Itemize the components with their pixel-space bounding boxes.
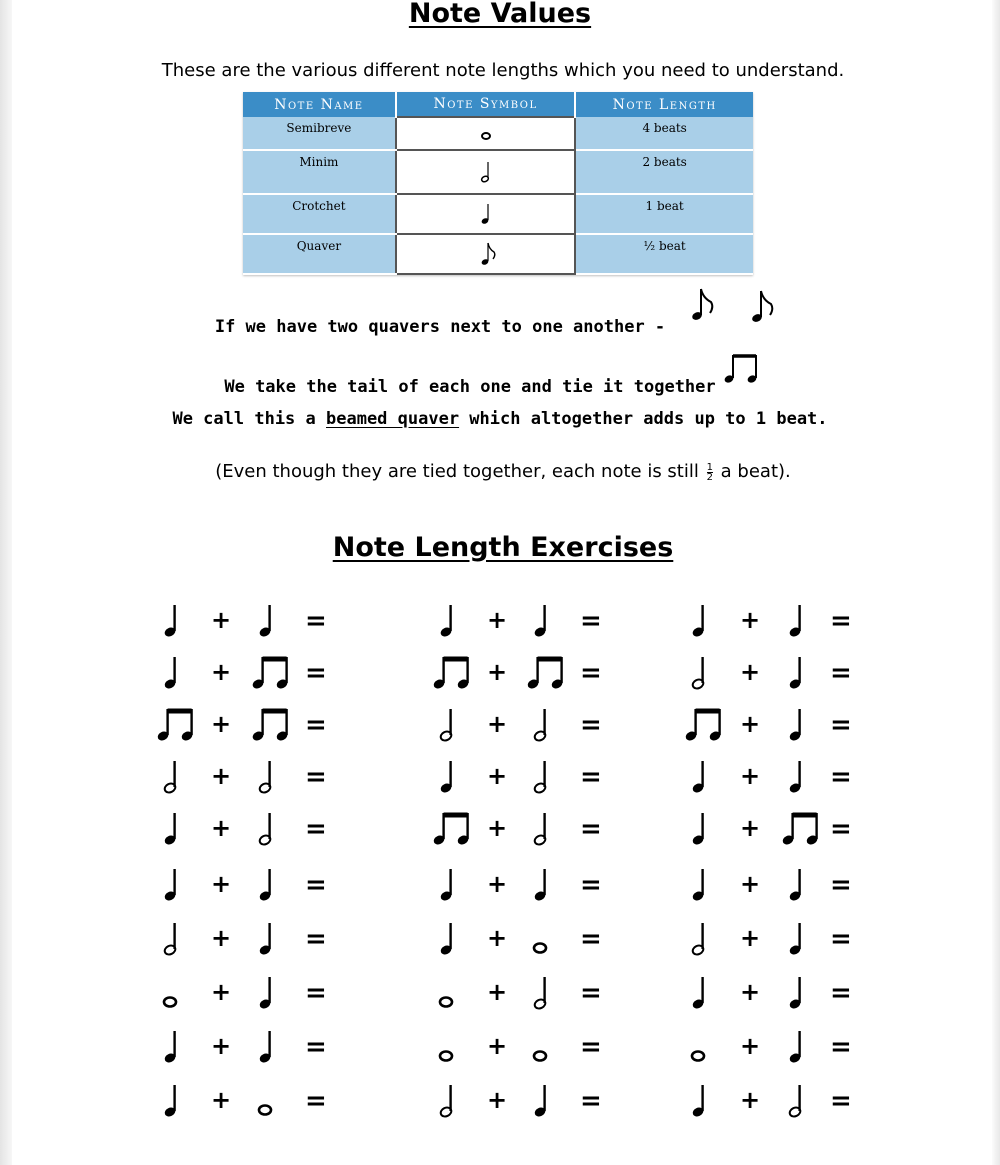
minim-icon: [691, 923, 705, 956]
note-length-cell: 4 beats: [575, 117, 753, 150]
intro-text: These are the various different note lengths which you need to understand.: [161, 60, 845, 81]
crotchet-icon: [788, 923, 802, 956]
plus-sign: +: [740, 658, 761, 686]
equals-sign: =: [830, 870, 852, 900]
crotchet-icon: [258, 977, 272, 1010]
plus-sign: +: [740, 1032, 761, 1060]
minim-icon: [258, 761, 272, 794]
equals-sign: =: [305, 1032, 327, 1062]
crotchet-icon: [691, 813, 705, 846]
note-name-cell: Minim: [243, 150, 396, 194]
crotchet-icon: [691, 1085, 705, 1118]
plus-sign: +: [740, 814, 761, 842]
crotchet-icon: [163, 605, 177, 638]
crotchet-icon: [788, 709, 802, 742]
crotchet-icon: [258, 605, 272, 638]
minim-icon: [533, 813, 547, 846]
equals-sign: =: [580, 924, 602, 954]
plus-sign: +: [487, 978, 508, 1006]
note-name-cell: Crotchet: [243, 194, 396, 234]
crotchet-icon: [163, 657, 177, 690]
plus-sign: +: [211, 658, 232, 686]
beamed-quavers-icon: [526, 657, 564, 690]
crotchet-icon: [788, 657, 802, 690]
minim-icon: [439, 1085, 453, 1118]
beamed-quavers-icon: [251, 657, 289, 690]
equals-sign: =: [830, 1032, 852, 1062]
crotchet-icon: [439, 605, 453, 638]
plus-sign: +: [487, 762, 508, 790]
equals-sign: =: [580, 1032, 602, 1062]
beamed-quavers-icon: [432, 813, 470, 846]
crotchet-icon: [163, 1085, 177, 1118]
crotchet-icon: [439, 761, 453, 794]
crotchet-icon: [691, 605, 705, 638]
crotchet-icon: [533, 1085, 547, 1118]
equals-sign: =: [830, 606, 852, 636]
plus-sign: +: [487, 606, 508, 634]
explanation-line-1: If we have two quavers next to one another -: [214, 317, 666, 337]
note-before: (Even though they are tied together, each note is still: [215, 461, 705, 482]
plus-sign: +: [487, 710, 508, 738]
plus-sign: +: [211, 814, 232, 842]
note-name-cell: Semibreve: [243, 117, 396, 150]
equals-sign: =: [830, 924, 852, 954]
equals-sign: =: [830, 762, 852, 792]
plus-sign: +: [740, 978, 761, 1006]
crotchet-icon: [439, 869, 453, 902]
plus-sign: +: [211, 710, 232, 738]
equals-sign: =: [580, 870, 602, 900]
crotchet-icon: [691, 869, 705, 902]
note-length-cell: 1 beat: [575, 194, 753, 234]
equals-sign: =: [305, 924, 327, 954]
minim-icon: [163, 761, 177, 794]
equals-sign: =: [305, 762, 327, 792]
crotchet-icon: [788, 869, 802, 902]
plus-sign: +: [740, 762, 761, 790]
exercises-title: Note Length Exercises: [332, 532, 674, 563]
equals-sign: =: [580, 978, 602, 1008]
crotchet-icon: [163, 1031, 177, 1064]
crotchet-icon: [533, 869, 547, 902]
minim-icon: [533, 709, 547, 742]
header-note-name: Note Name: [243, 92, 396, 117]
minim-icon: [439, 709, 453, 742]
equals-sign: =: [305, 658, 327, 688]
equals-sign: =: [580, 814, 602, 844]
plus-sign: +: [487, 1086, 508, 1114]
equals-sign: =: [830, 710, 852, 740]
note-after: a beat).: [714, 461, 791, 482]
equals-sign: =: [830, 658, 852, 688]
plus-sign: +: [487, 814, 508, 842]
header-note-length: Note Length: [575, 92, 753, 117]
crotchet-icon: [439, 923, 453, 956]
crotchet-icon: [258, 923, 272, 956]
line3-after: which altogether adds up to 1 beat.: [459, 409, 828, 429]
beamed-quavers-icon: [251, 709, 289, 742]
plus-sign: +: [740, 924, 761, 952]
crotchet-icon: [163, 813, 177, 846]
line3-before: We call this a: [172, 409, 326, 429]
equals-sign: =: [580, 606, 602, 636]
plus-sign: +: [740, 1086, 761, 1114]
minim-icon: [533, 977, 547, 1010]
minim-icon: [788, 1085, 802, 1118]
semibreve-icon: [164, 998, 176, 1007]
equals-sign: =: [580, 710, 602, 740]
crotchet-icon: [533, 605, 547, 638]
equals-sign: =: [305, 606, 327, 636]
equals-sign: =: [830, 978, 852, 1008]
plus-sign: +: [211, 1032, 232, 1060]
crotchet-icon: [691, 977, 705, 1010]
header-note-symbol: Note Symbol: [396, 92, 576, 117]
semibreve-icon: [440, 1052, 452, 1061]
semibreve-icon: [440, 998, 452, 1007]
crotchet-icon: [788, 605, 802, 638]
semibreve-icon: [259, 1106, 271, 1115]
plus-sign: +: [740, 710, 761, 738]
page-title: Note Values: [408, 0, 592, 29]
crotchet-icon: [788, 761, 802, 794]
semibreve-icon: [692, 1052, 704, 1061]
plus-sign: +: [487, 924, 508, 952]
minim-icon: [533, 761, 547, 794]
equals-sign: =: [305, 1086, 327, 1116]
equals-sign: =: [305, 710, 327, 740]
plus-sign: +: [740, 606, 761, 634]
beamed-quaver-term: beamed quaver: [326, 409, 460, 429]
plus-sign: +: [211, 978, 232, 1006]
beamed-quavers-icon: [156, 709, 194, 742]
note-name-cell: Quaver: [243, 234, 396, 274]
note-length-cell: 2 beats: [575, 150, 753, 194]
plus-sign: +: [487, 870, 508, 898]
beamed-quavers-icon: [684, 709, 722, 742]
equals-sign: =: [830, 1086, 852, 1116]
equals-sign: =: [305, 814, 327, 844]
equals-sign: =: [580, 762, 602, 792]
semibreve-icon: [534, 1052, 546, 1061]
explanation-line-2: We take the tail of each one and tie it together: [224, 377, 716, 397]
beamed-quavers-icon: [432, 657, 470, 690]
crotchet-icon: [691, 761, 705, 794]
crotchet-icon: [788, 1031, 802, 1064]
equals-sign: =: [580, 1086, 602, 1116]
fraction-denominator: 2: [706, 471, 713, 483]
plus-sign: +: [211, 870, 232, 898]
minim-icon: [258, 813, 272, 846]
beamed-quavers-icon: [781, 813, 819, 846]
crotchet-icon: [163, 869, 177, 902]
note-length-cell: ½ beat: [575, 234, 753, 274]
minim-icon: [691, 657, 705, 690]
equals-sign: =: [305, 978, 327, 1008]
plus-sign: +: [211, 1086, 232, 1114]
fraction-numerator: 1: [706, 461, 713, 473]
equals-sign: =: [580, 658, 602, 688]
minim-icon: [163, 923, 177, 956]
plus-sign: +: [740, 870, 761, 898]
plus-sign: +: [211, 606, 232, 634]
crotchet-icon: [258, 869, 272, 902]
plus-sign: +: [487, 658, 508, 686]
crotchet-icon: [258, 1031, 272, 1064]
plus-sign: +: [211, 924, 232, 952]
crotchet-icon: [788, 977, 802, 1010]
plus-sign: +: [487, 1032, 508, 1060]
plus-sign: +: [211, 762, 232, 790]
equals-sign: =: [830, 814, 852, 844]
equals-sign: =: [305, 870, 327, 900]
semibreve-icon: [534, 944, 546, 953]
